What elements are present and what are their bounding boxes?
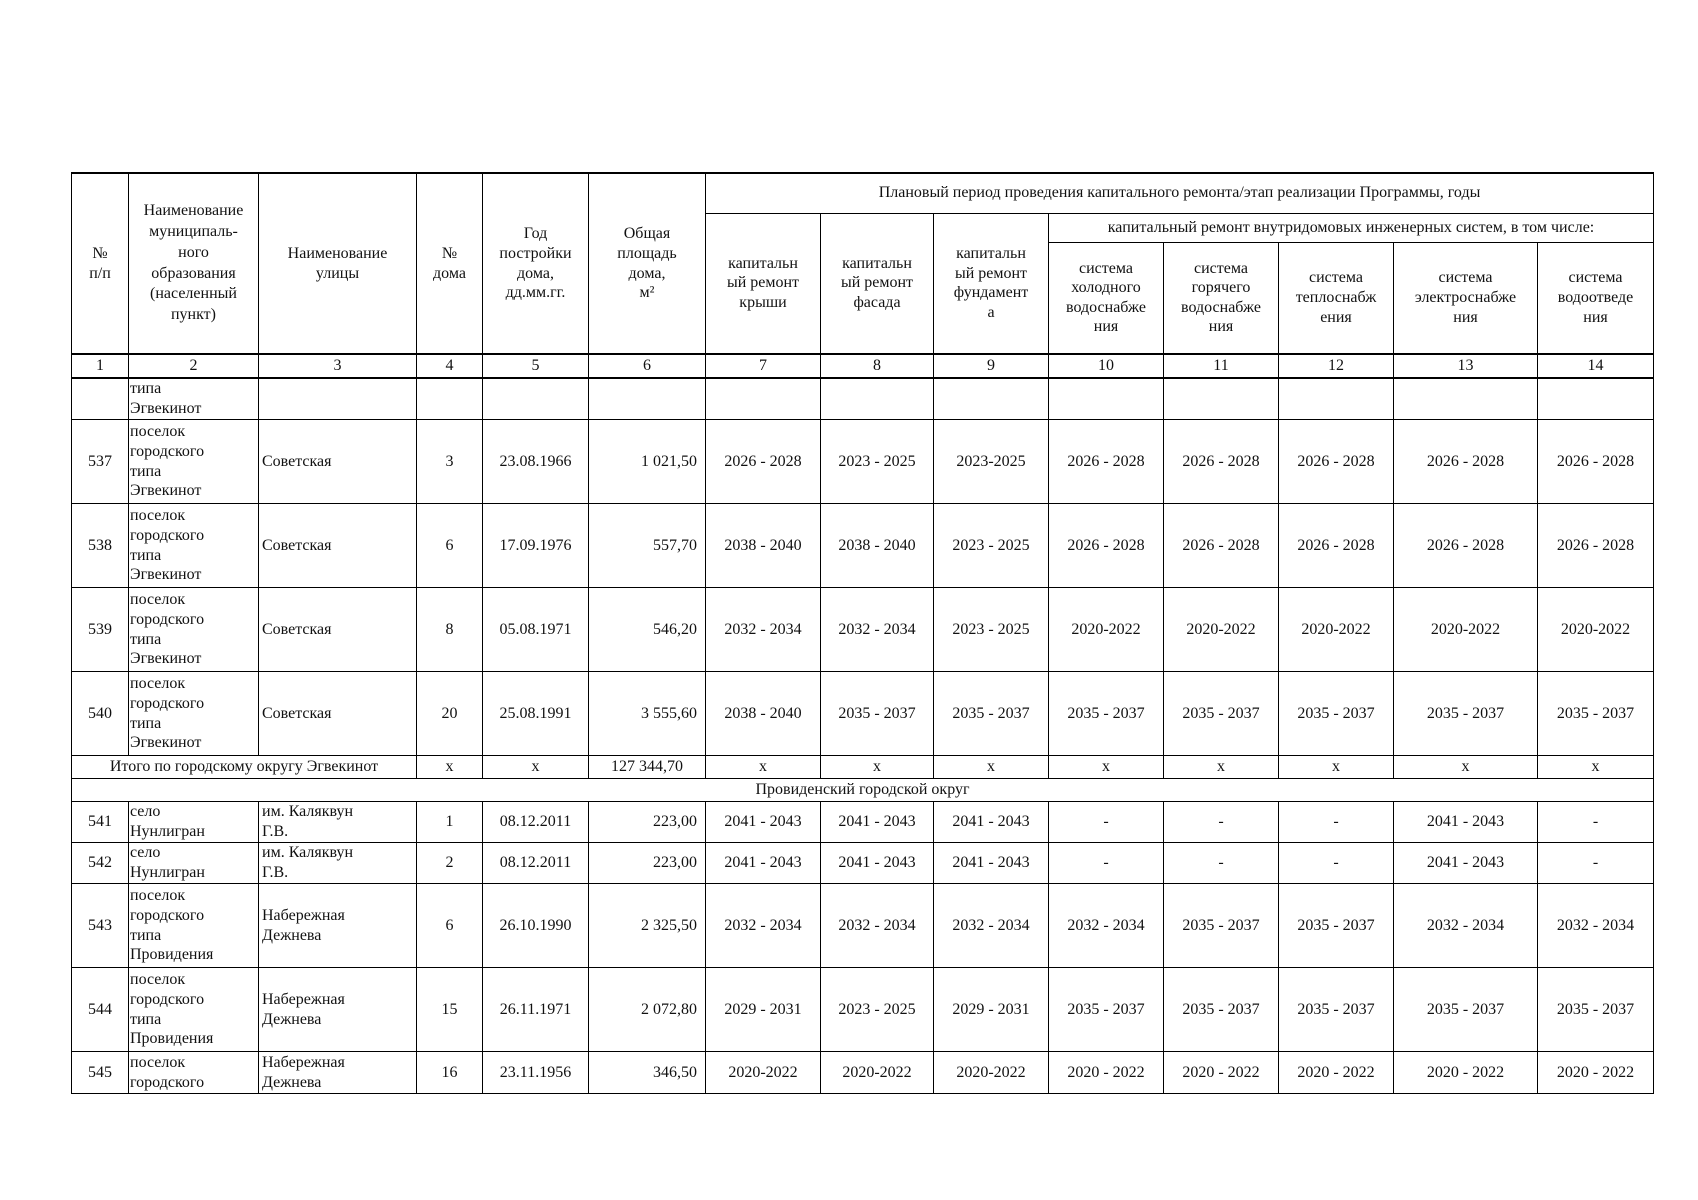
- cell-street: им. Каляквун Г.В.: [259, 843, 417, 884]
- cell-municipality: село Нунлигран: [129, 843, 259, 884]
- header-drainage: система водоотведе ния: [1538, 242, 1654, 354]
- cell-total-area: 2 072,80: [589, 968, 706, 1052]
- cell-build-year: 26.11.1971: [483, 968, 589, 1052]
- cell-facade: 2020-2022: [821, 1052, 934, 1094]
- cell-hot-water: 2035 - 2037: [1164, 968, 1279, 1052]
- cell-roof: 2026 - 2028: [706, 420, 821, 504]
- cell-municipality: поселок городского типа Провидения: [129, 884, 259, 968]
- cell-row-number: [72, 378, 129, 420]
- cell-build-year: 23.08.1966: [483, 420, 589, 504]
- header-house-number: № дома: [417, 173, 483, 354]
- header-municipality: Наименование муниципаль- ного образования (населенный пункт): [129, 173, 259, 354]
- cell-heating: 2026 - 2028: [1279, 420, 1394, 504]
- header-roof-repair: капитальн ый ремонт крыши: [706, 213, 821, 354]
- cell-build-year: 08.12.2011: [483, 843, 589, 884]
- total-heat: x: [1279, 756, 1394, 779]
- column-number: 4: [417, 354, 483, 378]
- cell-heating: 2020-2022: [1279, 588, 1394, 672]
- column-number: 2: [129, 354, 259, 378]
- cell-hot-water: -: [1164, 802, 1279, 843]
- total-drain: x: [1538, 756, 1654, 779]
- header-row-number: № п/п: [72, 173, 129, 354]
- cell-electricity: 2026 - 2028: [1394, 504, 1538, 588]
- cell-cold-water: 2035 - 2037: [1049, 968, 1164, 1052]
- total-facade: x: [821, 756, 934, 779]
- provideniya-rows: [72, 802, 1654, 1094]
- cell-row-number: 538: [72, 504, 129, 588]
- cell-electricity: 2041 - 2043: [1394, 843, 1538, 884]
- total-roof: x: [706, 756, 821, 779]
- total-hot: x: [1164, 756, 1279, 779]
- total-area: 127 344,70: [589, 756, 706, 779]
- column-number: 6: [589, 354, 706, 378]
- table-row: [72, 843, 1654, 884]
- cell-foundation: 2029 - 2031: [934, 968, 1049, 1052]
- cell-municipality: типа Эгвекинот: [129, 378, 259, 420]
- cell-street: Советская: [259, 672, 417, 756]
- table-row: [72, 672, 1654, 756]
- cell-heating: 2035 - 2037: [1279, 968, 1394, 1052]
- cell-total-area: 2 325,50: [589, 884, 706, 968]
- cell-facade: 2041 - 2043: [821, 843, 934, 884]
- cell-cold-water: 2035 - 2037: [1049, 672, 1164, 756]
- cell-build-year: 23.11.1956: [483, 1052, 589, 1094]
- column-number: 12: [1279, 354, 1394, 378]
- cell-municipality: поселок городского типа Эгвекинот: [129, 504, 259, 588]
- cell-total-area: 1 021,50: [589, 420, 706, 504]
- cell-heating: 2035 - 2037: [1279, 884, 1394, 968]
- cell-hot-water: 2035 - 2037: [1164, 884, 1279, 968]
- cell-facade: 2032 - 2034: [821, 884, 934, 968]
- cell-house-number: 8: [417, 588, 483, 672]
- cell-heating: -: [1279, 802, 1394, 843]
- cell-row-number: 537: [72, 420, 129, 504]
- cell-cold-water: 2020-2022: [1049, 588, 1164, 672]
- cell-electricity: 2020-2022: [1394, 588, 1538, 672]
- total-house: x: [417, 756, 483, 779]
- cell-electricity: 2041 - 2043: [1394, 802, 1538, 843]
- column-number: 3: [259, 354, 417, 378]
- cell-row-number: 544: [72, 968, 129, 1052]
- cell-build-year: 08.12.2011: [483, 802, 589, 843]
- cell-drainage: 2035 - 2037: [1538, 672, 1654, 756]
- cell-foundation: 2041 - 2043: [934, 802, 1049, 843]
- cell-house-number: 16: [417, 1052, 483, 1094]
- column-number: 9: [934, 354, 1049, 378]
- cell-empty: [1279, 378, 1394, 420]
- total-cold: x: [1049, 756, 1164, 779]
- cell-street: Набережная Дежнева: [259, 1052, 417, 1094]
- header-cold-water: система холодного водоснабже ния: [1049, 242, 1164, 354]
- column-number: 8: [821, 354, 934, 378]
- cell-empty: [483, 378, 589, 420]
- cell-drainage: 2026 - 2028: [1538, 420, 1654, 504]
- cell-empty: [821, 378, 934, 420]
- table-header: [72, 173, 1654, 378]
- cell-hot-water: 2020 - 2022: [1164, 1052, 1279, 1094]
- table-row: [72, 802, 1654, 843]
- cell-empty: [1164, 378, 1279, 420]
- cell-total-area: 346,50: [589, 1052, 706, 1094]
- cell-house-number: 15: [417, 968, 483, 1052]
- cell-total-area: 546,20: [589, 588, 706, 672]
- cell-row-number: 543: [72, 884, 129, 968]
- section-title: Провиденский городской округ: [72, 779, 1654, 802]
- cell-cold-water: -: [1049, 843, 1164, 884]
- cell-heating: 2020 - 2022: [1279, 1052, 1394, 1094]
- cell-electricity: 2020 - 2022: [1394, 1052, 1538, 1094]
- cell-roof: 2041 - 2043: [706, 843, 821, 884]
- cell-cold-water: 2032 - 2034: [1049, 884, 1164, 968]
- cell-electricity: 2035 - 2037: [1394, 968, 1538, 1052]
- cell-drainage: 2032 - 2034: [1538, 884, 1654, 968]
- table-row: [72, 968, 1654, 1052]
- header-planned-period: Плановый период проведения капитального ремонта/этап реализации Программы, годы: [706, 173, 1654, 213]
- table-row: [72, 884, 1654, 968]
- column-number: 14: [1538, 354, 1654, 378]
- cell-empty: [706, 378, 821, 420]
- cell-municipality: поселок городского типа Эгвекинот: [129, 420, 259, 504]
- cell-cold-water: 2026 - 2028: [1049, 420, 1164, 504]
- cell-empty: [417, 378, 483, 420]
- cell-heating: 2035 - 2037: [1279, 672, 1394, 756]
- cell-facade: 2041 - 2043: [821, 802, 934, 843]
- cell-facade: 2038 - 2040: [821, 504, 934, 588]
- cell-roof: 2041 - 2043: [706, 802, 821, 843]
- total-elec: x: [1394, 756, 1538, 779]
- column-numbers-row: [72, 354, 1654, 378]
- cell-municipality: село Нунлигран: [129, 802, 259, 843]
- table-row: [72, 1052, 1654, 1094]
- cell-drainage: 2026 - 2028: [1538, 504, 1654, 588]
- header-hot-water: система горячего водоснабже ния: [1164, 242, 1279, 354]
- cell-total-area: 223,00: [589, 843, 706, 884]
- cell-row-number: 541: [72, 802, 129, 843]
- header-total-area: Общая площадь дома, м²: [589, 173, 706, 354]
- cell-empty: [1049, 378, 1164, 420]
- cell-municipality: поселок городского типа Эгвекинот: [129, 672, 259, 756]
- cell-roof: 2020-2022: [706, 1052, 821, 1094]
- cell-foundation: 2023-2025: [934, 420, 1049, 504]
- cell-foundation: 2023 - 2025: [934, 504, 1049, 588]
- header-electricity: система электроснабже ния: [1394, 242, 1538, 354]
- cell-street: Набережная Дежнева: [259, 884, 417, 968]
- total-foundation: x: [934, 756, 1049, 779]
- table-row: [72, 504, 1654, 588]
- total-row: [72, 756, 1654, 779]
- cell-drainage: 2020 - 2022: [1538, 1052, 1654, 1094]
- cell-cold-water: 2020 - 2022: [1049, 1052, 1164, 1094]
- cell-foundation: 2035 - 2037: [934, 672, 1049, 756]
- column-number: 13: [1394, 354, 1538, 378]
- header-build-year: Год постройки дома, дд.мм.гг.: [483, 173, 589, 354]
- cell-street: Набережная Дежнева: [259, 968, 417, 1052]
- cell-street: Советская: [259, 588, 417, 672]
- cell-facade: 2035 - 2037: [821, 672, 934, 756]
- cell-cold-water: 2026 - 2028: [1049, 504, 1164, 588]
- cell-facade: 2023 - 2025: [821, 968, 934, 1052]
- table-row: [72, 588, 1654, 672]
- cell-foundation: 2020-2022: [934, 1052, 1049, 1094]
- cell-municipality: поселок городского типа Провидения: [129, 968, 259, 1052]
- cell-foundation: 2023 - 2025: [934, 588, 1049, 672]
- cell-hot-water: 2026 - 2028: [1164, 504, 1279, 588]
- cell-municipality: поселок городского: [129, 1052, 259, 1094]
- cell-total-area: 557,70: [589, 504, 706, 588]
- cell-roof: 2032 - 2034: [706, 588, 821, 672]
- header-street: Наименование улицы: [259, 173, 417, 354]
- total-label: Итого по городскому округу Эгвекинот: [72, 756, 417, 779]
- cell-electricity: 2035 - 2037: [1394, 672, 1538, 756]
- cell-drainage: 2020-2022: [1538, 588, 1654, 672]
- cell-row-number: 539: [72, 588, 129, 672]
- cell-facade: 2032 - 2034: [821, 588, 934, 672]
- cell-row-number: 542: [72, 843, 129, 884]
- cell-build-year: 25.08.1991: [483, 672, 589, 756]
- repair-schedule-table: [71, 172, 1654, 1094]
- cell-build-year: 17.09.1976: [483, 504, 589, 588]
- cell-drainage: -: [1538, 802, 1654, 843]
- cell-foundation: 2041 - 2043: [934, 843, 1049, 884]
- cell-roof: 2029 - 2031: [706, 968, 821, 1052]
- header-engineering-systems: капитальный ремонт внутридомовых инженерных систем, в том числе:: [1049, 213, 1654, 242]
- cell-foundation: 2032 - 2034: [934, 884, 1049, 968]
- cell-house-number: 2: [417, 843, 483, 884]
- cell-roof: 2038 - 2040: [706, 504, 821, 588]
- table-row: [72, 420, 1654, 504]
- header-foundation-repair: капитальн ый ремонт фундамент а: [934, 213, 1049, 354]
- cell-house-number: 6: [417, 884, 483, 968]
- continuation-row: [72, 378, 1654, 420]
- column-number: 5: [483, 354, 589, 378]
- cell-hot-water: 2020-2022: [1164, 588, 1279, 672]
- cell-heating: -: [1279, 843, 1394, 884]
- cell-roof: 2032 - 2034: [706, 884, 821, 968]
- cell-roof: 2038 - 2040: [706, 672, 821, 756]
- egvekinot-rows: [72, 420, 1654, 756]
- cell-empty: [1394, 378, 1538, 420]
- cell-house-number: 20: [417, 672, 483, 756]
- table-body: [72, 378, 1654, 420]
- cell-hot-water: 2026 - 2028: [1164, 420, 1279, 504]
- cell-empty: [259, 378, 417, 420]
- cell-street: им. Каляквун Г.В.: [259, 802, 417, 843]
- cell-house-number: 6: [417, 504, 483, 588]
- cell-total-area: 3 555,60: [589, 672, 706, 756]
- cell-street: Советская: [259, 420, 417, 504]
- column-number: 7: [706, 354, 821, 378]
- column-number: 11: [1164, 354, 1279, 378]
- cell-build-year: 05.08.1971: [483, 588, 589, 672]
- cell-row-number: 545: [72, 1052, 129, 1094]
- cell-hot-water: -: [1164, 843, 1279, 884]
- cell-total-area: 223,00: [589, 802, 706, 843]
- cell-empty: [589, 378, 706, 420]
- cell-street: Советская: [259, 504, 417, 588]
- cell-drainage: 2035 - 2037: [1538, 968, 1654, 1052]
- cell-hot-water: 2035 - 2037: [1164, 672, 1279, 756]
- cell-build-year: 26.10.1990: [483, 884, 589, 968]
- cell-heating: 2026 - 2028: [1279, 504, 1394, 588]
- cell-row-number: 540: [72, 672, 129, 756]
- column-number: 10: [1049, 354, 1164, 378]
- header-facade-repair: капитальн ый ремонт фасада: [821, 213, 934, 354]
- header-heating: система теплоснабж ения: [1279, 242, 1394, 354]
- section-row: [72, 779, 1654, 802]
- cell-facade: 2023 - 2025: [821, 420, 934, 504]
- cell-house-number: 3: [417, 420, 483, 504]
- total-and-section: [72, 756, 1654, 802]
- column-number: 1: [72, 354, 129, 378]
- cell-electricity: 2026 - 2028: [1394, 420, 1538, 504]
- cell-municipality: поселок городского типа Эгвекинот: [129, 588, 259, 672]
- cell-electricity: 2032 - 2034: [1394, 884, 1538, 968]
- cell-house-number: 1: [417, 802, 483, 843]
- cell-empty: [934, 378, 1049, 420]
- cell-empty: [1538, 378, 1654, 420]
- cell-cold-water: -: [1049, 802, 1164, 843]
- cell-drainage: -: [1538, 843, 1654, 884]
- total-year: x: [483, 756, 589, 779]
